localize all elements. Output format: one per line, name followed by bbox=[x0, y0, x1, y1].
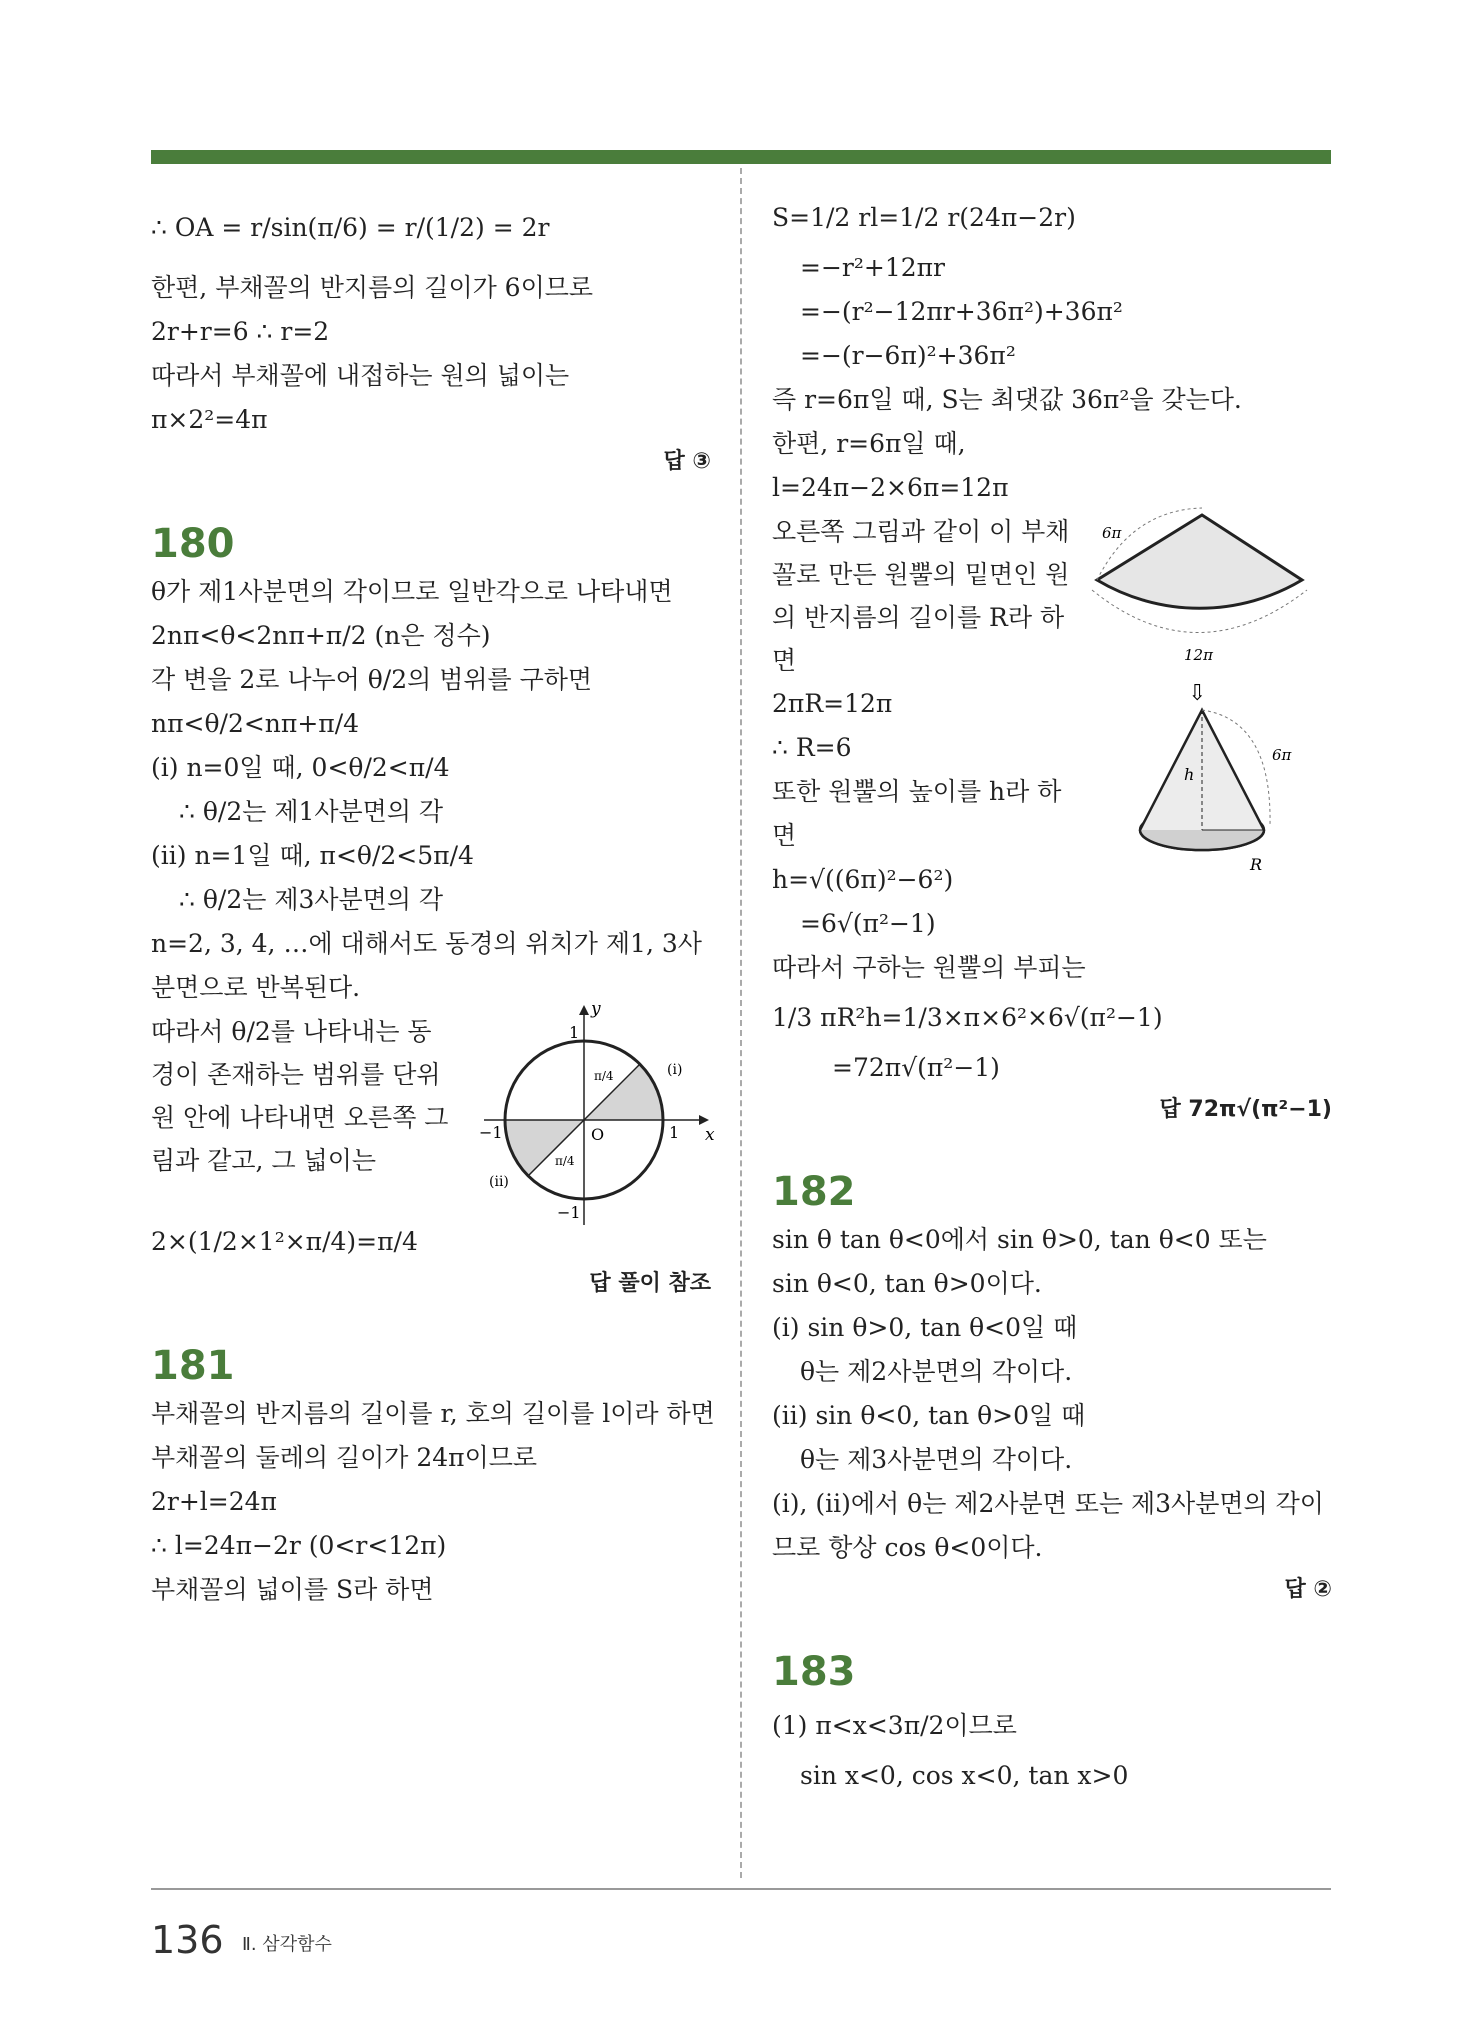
equation-line: =−(r−6π)²+36π² bbox=[800, 341, 1016, 370]
text-line: 부채꼴의 둘레의 길이가 24π이므로 bbox=[151, 1443, 538, 1472]
page-number: 136 bbox=[151, 1918, 224, 1962]
label-i: (ⅰ) bbox=[667, 1062, 683, 1078]
equation-line: ∴ R=6 bbox=[772, 733, 852, 762]
arc-6pi-label: 6π bbox=[1102, 524, 1122, 542]
text-paragraph: 오른쪽 그림과 같이 이 부채꼴로 만든 원뿔의 밑면인 원의 반지름의 길이를 R라 하면 bbox=[772, 517, 1070, 675]
equation-line: 2r+l=24π bbox=[151, 1487, 277, 1516]
equation-line: 2nπ<θ<2nπ+π/2 (n은 정수) bbox=[151, 621, 491, 650]
text-line: 부채꼴의 넓이를 S라 하면 bbox=[151, 1575, 434, 1604]
oa-equation: ∴ OA = r/sin(π/6) = r/(1/2) = 2r bbox=[151, 213, 550, 242]
unit-circle-figure bbox=[469, 1000, 719, 1240]
answer-179: 답 ③ bbox=[663, 449, 711, 474]
case-ii: (ⅱ) sin θ<0, tan θ>0일 때 bbox=[772, 1401, 1086, 1430]
answer-182: 답 ② bbox=[1284, 1577, 1332, 1602]
case-i-result: θ는 제2사분면의 각이다. bbox=[800, 1357, 1073, 1386]
case-i: (ⅰ) n=0일 때, 0<θ/2<π/4 bbox=[151, 753, 450, 782]
angle-label-ii: π/4 bbox=[555, 1154, 575, 1168]
cone-base-front bbox=[1140, 830, 1264, 850]
volume-result: =72π√(π²−1) bbox=[832, 1053, 1000, 1082]
text-line: 부채꼴의 반지름의 길이를 r, 호의 길이를 l이라 하면 bbox=[151, 1399, 715, 1428]
case-i: (ⅰ) sin θ>0, tan θ<0일 때 bbox=[772, 1313, 1078, 1342]
one-top: 1 bbox=[569, 1023, 580, 1042]
right-column bbox=[772, 190, 1332, 1798]
answer-181: 답 72π√(π²−1) bbox=[1159, 1097, 1332, 1122]
text-paragraph: n=2, 3, 4, …에 대해서도 동경의 위치가 제1, 3사분면으로 반복된다. bbox=[151, 929, 702, 1002]
neg-one-left: −1 bbox=[479, 1123, 503, 1142]
y-arrow-icon bbox=[579, 1005, 589, 1015]
x-arrow-icon bbox=[699, 1115, 709, 1125]
text-line: 한편, r=6π일 때, bbox=[772, 429, 966, 458]
text-paragraph: (ⅰ), (ⅱ)에서 θ는 제2사분면 또는 제3사분면의 각이므로 항상 cos θ<0이다. bbox=[772, 1489, 1324, 1562]
problem-number-181: 181 bbox=[151, 1343, 235, 1389]
sector-shape bbox=[1097, 515, 1302, 608]
equation-line: =−(r²−12πr+36π²)+36π² bbox=[800, 297, 1123, 326]
case-ii: (ⅱ) n=1일 때, π<θ/2<5π/4 bbox=[151, 841, 474, 870]
answer-180: 답 풀이 참조 bbox=[589, 1271, 711, 1296]
column-divider bbox=[740, 168, 742, 1878]
text-line: 또한 원뿔의 높이를 h라 하면 bbox=[772, 777, 1062, 850]
equation-line: =6√(π²−1) bbox=[800, 909, 936, 938]
slant-label: 6π bbox=[1272, 746, 1292, 764]
case-ii-result: θ는 제3사분면의 각이다. bbox=[800, 1445, 1073, 1474]
chapter-title: Ⅱ. 삼각함수 bbox=[242, 1934, 332, 1955]
header-accent-bar bbox=[151, 150, 1331, 164]
neg-one-bottom: −1 bbox=[557, 1203, 581, 1222]
problem-number-180: 180 bbox=[151, 521, 235, 567]
y-label: y bbox=[591, 1000, 601, 1019]
text-line: θ가 제1사분면의 각이므로 일반각으로 나타내면 bbox=[151, 577, 673, 606]
cone-figure bbox=[1072, 500, 1322, 900]
text-line: 따라서 구하는 원뿔의 부피는 bbox=[772, 953, 1086, 982]
equation-line: π×2²=4π bbox=[151, 405, 268, 434]
label-ii: (ⅱ) bbox=[489, 1174, 509, 1190]
text-line: 따라서 부채꼴에 내접하는 원의 넓이는 bbox=[151, 361, 570, 390]
x-label: x bbox=[705, 1125, 715, 1145]
equation-line: sin x<0, cos x<0, tan x>0 bbox=[800, 1761, 1129, 1790]
text-line: (1) π<x<3π/2이므로 bbox=[772, 1711, 1017, 1740]
problem-number-183: 183 bbox=[772, 1649, 856, 1695]
text-line: 각 변을 2로 나누어 θ/2의 범위를 구하면 bbox=[151, 665, 593, 694]
equation-line: ∴ l=24π−2r (0<r<12π) bbox=[151, 1531, 447, 1560]
one-right: 1 bbox=[669, 1123, 680, 1142]
equation-line: l=24π−2×6π=12π bbox=[772, 473, 1009, 502]
case-ii-result: ∴ θ/2는 제3사분면의 각 bbox=[179, 885, 444, 914]
arc-12pi-label: 12π bbox=[1184, 646, 1213, 664]
text-paragraph: 따라서 θ/2를 나타내는 동경이 존재하는 범위를 단위원 안에 나타내면 오른쪽 그림과 같고, 그 넓이는 bbox=[151, 1017, 449, 1175]
down-arrow-icon: ⇩ bbox=[1188, 681, 1207, 706]
equation-line: 2πR=12π bbox=[772, 689, 893, 718]
equation-line: h=√((6π)²−6²) bbox=[772, 865, 954, 894]
angle-label-i: π/4 bbox=[594, 1069, 614, 1083]
equation-line: =−r²+12πr bbox=[800, 253, 946, 282]
text-line: sin θ tan θ<0에서 sin θ>0, tan θ<0 또는 bbox=[772, 1225, 1267, 1254]
case-i-result: ∴ θ/2는 제1사분면의 각 bbox=[179, 797, 444, 826]
problem-number-182: 182 bbox=[772, 1169, 856, 1215]
radius-label: R bbox=[1250, 855, 1263, 874]
text-line: 즉 r=6π일 때, S는 최댓값 36π²을 갖는다. bbox=[772, 385, 1242, 414]
text-line: sin θ<0, tan θ>0이다. bbox=[772, 1269, 1042, 1298]
footer-rule bbox=[151, 1888, 1331, 1890]
area-equation: S=1/2 rl=1/2 r(24π−2r) bbox=[772, 203, 1076, 232]
origin-label: O bbox=[591, 1125, 605, 1144]
equation-line: nπ<θ/2<nπ+π/4 bbox=[151, 709, 360, 738]
volume-equation: 1/3 πR²h=1/3×π×6²×6√(π²−1) bbox=[772, 1003, 1163, 1032]
height-label: h bbox=[1184, 765, 1195, 784]
text-line: 한편, 부채꼴의 반지름의 길이가 6이므로 bbox=[151, 273, 594, 302]
left-column bbox=[151, 190, 715, 1612]
equation-line: 2r+r=6 ∴ r=2 bbox=[151, 317, 330, 346]
area-equation: 2×(1/2×1²×π/4)=π/4 bbox=[151, 1227, 418, 1256]
